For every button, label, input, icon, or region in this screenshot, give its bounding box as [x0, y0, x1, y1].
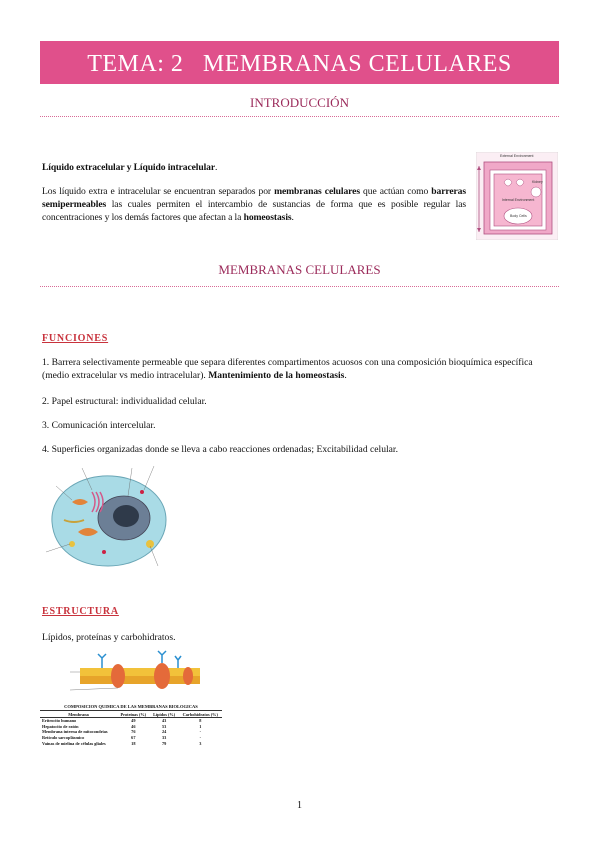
section-title-membranas: MEMBRANAS CELULARES — [218, 262, 381, 277]
table-cell: - — [199, 735, 201, 741]
intro-b2: barreras semipermeables — [42, 186, 466, 210]
page-number: 1 — [297, 800, 302, 811]
table-cell: 3 — [199, 740, 202, 746]
table-cell: 1 — [199, 723, 202, 729]
table-cell: 67 — [131, 735, 136, 741]
table-cell: 53 — [161, 723, 167, 729]
table-cell: Hepatocito de ratón — [42, 723, 79, 729]
table-cell: 24 — [161, 729, 167, 735]
table-cell: 79 — [161, 740, 167, 746]
intro-paragraph — [42, 185, 466, 224]
cell-diagram — [42, 462, 172, 577]
funciones-item-1-text: 1. Barrera selectivamente permeable que separa diferentes compartimentos acuosos con una composición bioquímica específica (medio extracelular vs medio intracelular). — [42, 357, 533, 381]
table-header: Lípidos (%) — [150, 711, 179, 718]
table-cell: 18 — [131, 740, 136, 746]
intro-p4: . — [291, 212, 294, 223]
table-cell: Vainas de mielina de células gliales — [42, 740, 106, 746]
table-cell: - — [199, 729, 201, 735]
divider — [40, 116, 559, 117]
table-header: Carbohidratos (%) — [179, 711, 222, 718]
table-cell: 46 — [131, 723, 136, 729]
table-cell: 8 — [199, 718, 202, 724]
funciones-item-1-bold: Mantenimiento de la homeostasis — [208, 370, 345, 381]
figure-label-internal: Internal Environment — [502, 198, 535, 202]
heading-funciones: FUNCIONES — [42, 333, 109, 344]
intro-p1: Los líquido extra e intracelular se encuentran separados por — [42, 186, 275, 197]
table-cell: Eritrocito humano — [42, 718, 77, 724]
composition-table — [40, 704, 222, 746]
figure-label-body-cells: Body Cells — [510, 214, 527, 218]
homeostasis-figure — [476, 152, 558, 240]
table-cell: Retículo sarcoplásmico — [42, 735, 85, 741]
table-header: Membrana — [40, 711, 117, 718]
page-title: TEMA: 2 MEMBRANAS CELULARES — [87, 51, 512, 77]
funciones-item-1-end: . — [344, 370, 347, 381]
section-title-introduccion: INTRODUCCIÓN — [250, 95, 349, 110]
table-cell: 33 — [161, 735, 167, 741]
intro-subtitle-end: . — [215, 162, 218, 173]
funciones-item-3: 3. Comunicación intercelular. — [42, 420, 156, 431]
composition-table-title: COMPOSICION QUIMICA DE LAS MEMBRANAS BIOLOGICAS — [40, 704, 222, 711]
figure-label-kidney: Kidney — [532, 180, 543, 184]
intro-p3: las cuales permiten el intercambio de sustancias de forma que es posible regular las concentraciones y los demás factores que afectan a la — [42, 199, 466, 223]
table-cell: 43 — [161, 718, 167, 724]
composition-table-grid — [40, 711, 222, 746]
intro-p2: que actúan como — [359, 186, 432, 197]
funciones-item-1 — [42, 356, 558, 382]
heading-estructura: ESTRUCTURA — [42, 606, 119, 617]
page-title-banner — [40, 41, 559, 84]
table-header: Proteínas (%) — [117, 711, 150, 718]
figure-label-external: External Environment — [500, 154, 534, 158]
funciones-item-2: 2. Papel estructural: individualidad celular. — [42, 396, 207, 407]
table-cell: 76 — [131, 729, 136, 735]
intro-subtitle-text: Líquido extracelular y Líquido intracelular — [42, 162, 216, 173]
funciones-item-4: 4. Superficies organizadas donde se lleva a cabo reacciones ordenadas; Excitabilidad celular. — [42, 444, 398, 455]
divider — [40, 286, 559, 287]
table-row — [40, 740, 222, 746]
table-cell: Membrana interna de mitocondrias — [42, 729, 108, 735]
membrane-bilayer-figure — [70, 650, 210, 702]
intro-b3: homeostasis — [243, 212, 292, 223]
intro-b1: membranas celulares — [274, 186, 360, 197]
estructura-text: Lípidos, proteínas y carbohidratos. — [42, 632, 176, 643]
intro-subtitle — [42, 161, 462, 174]
table-cell: 49 — [131, 718, 136, 724]
